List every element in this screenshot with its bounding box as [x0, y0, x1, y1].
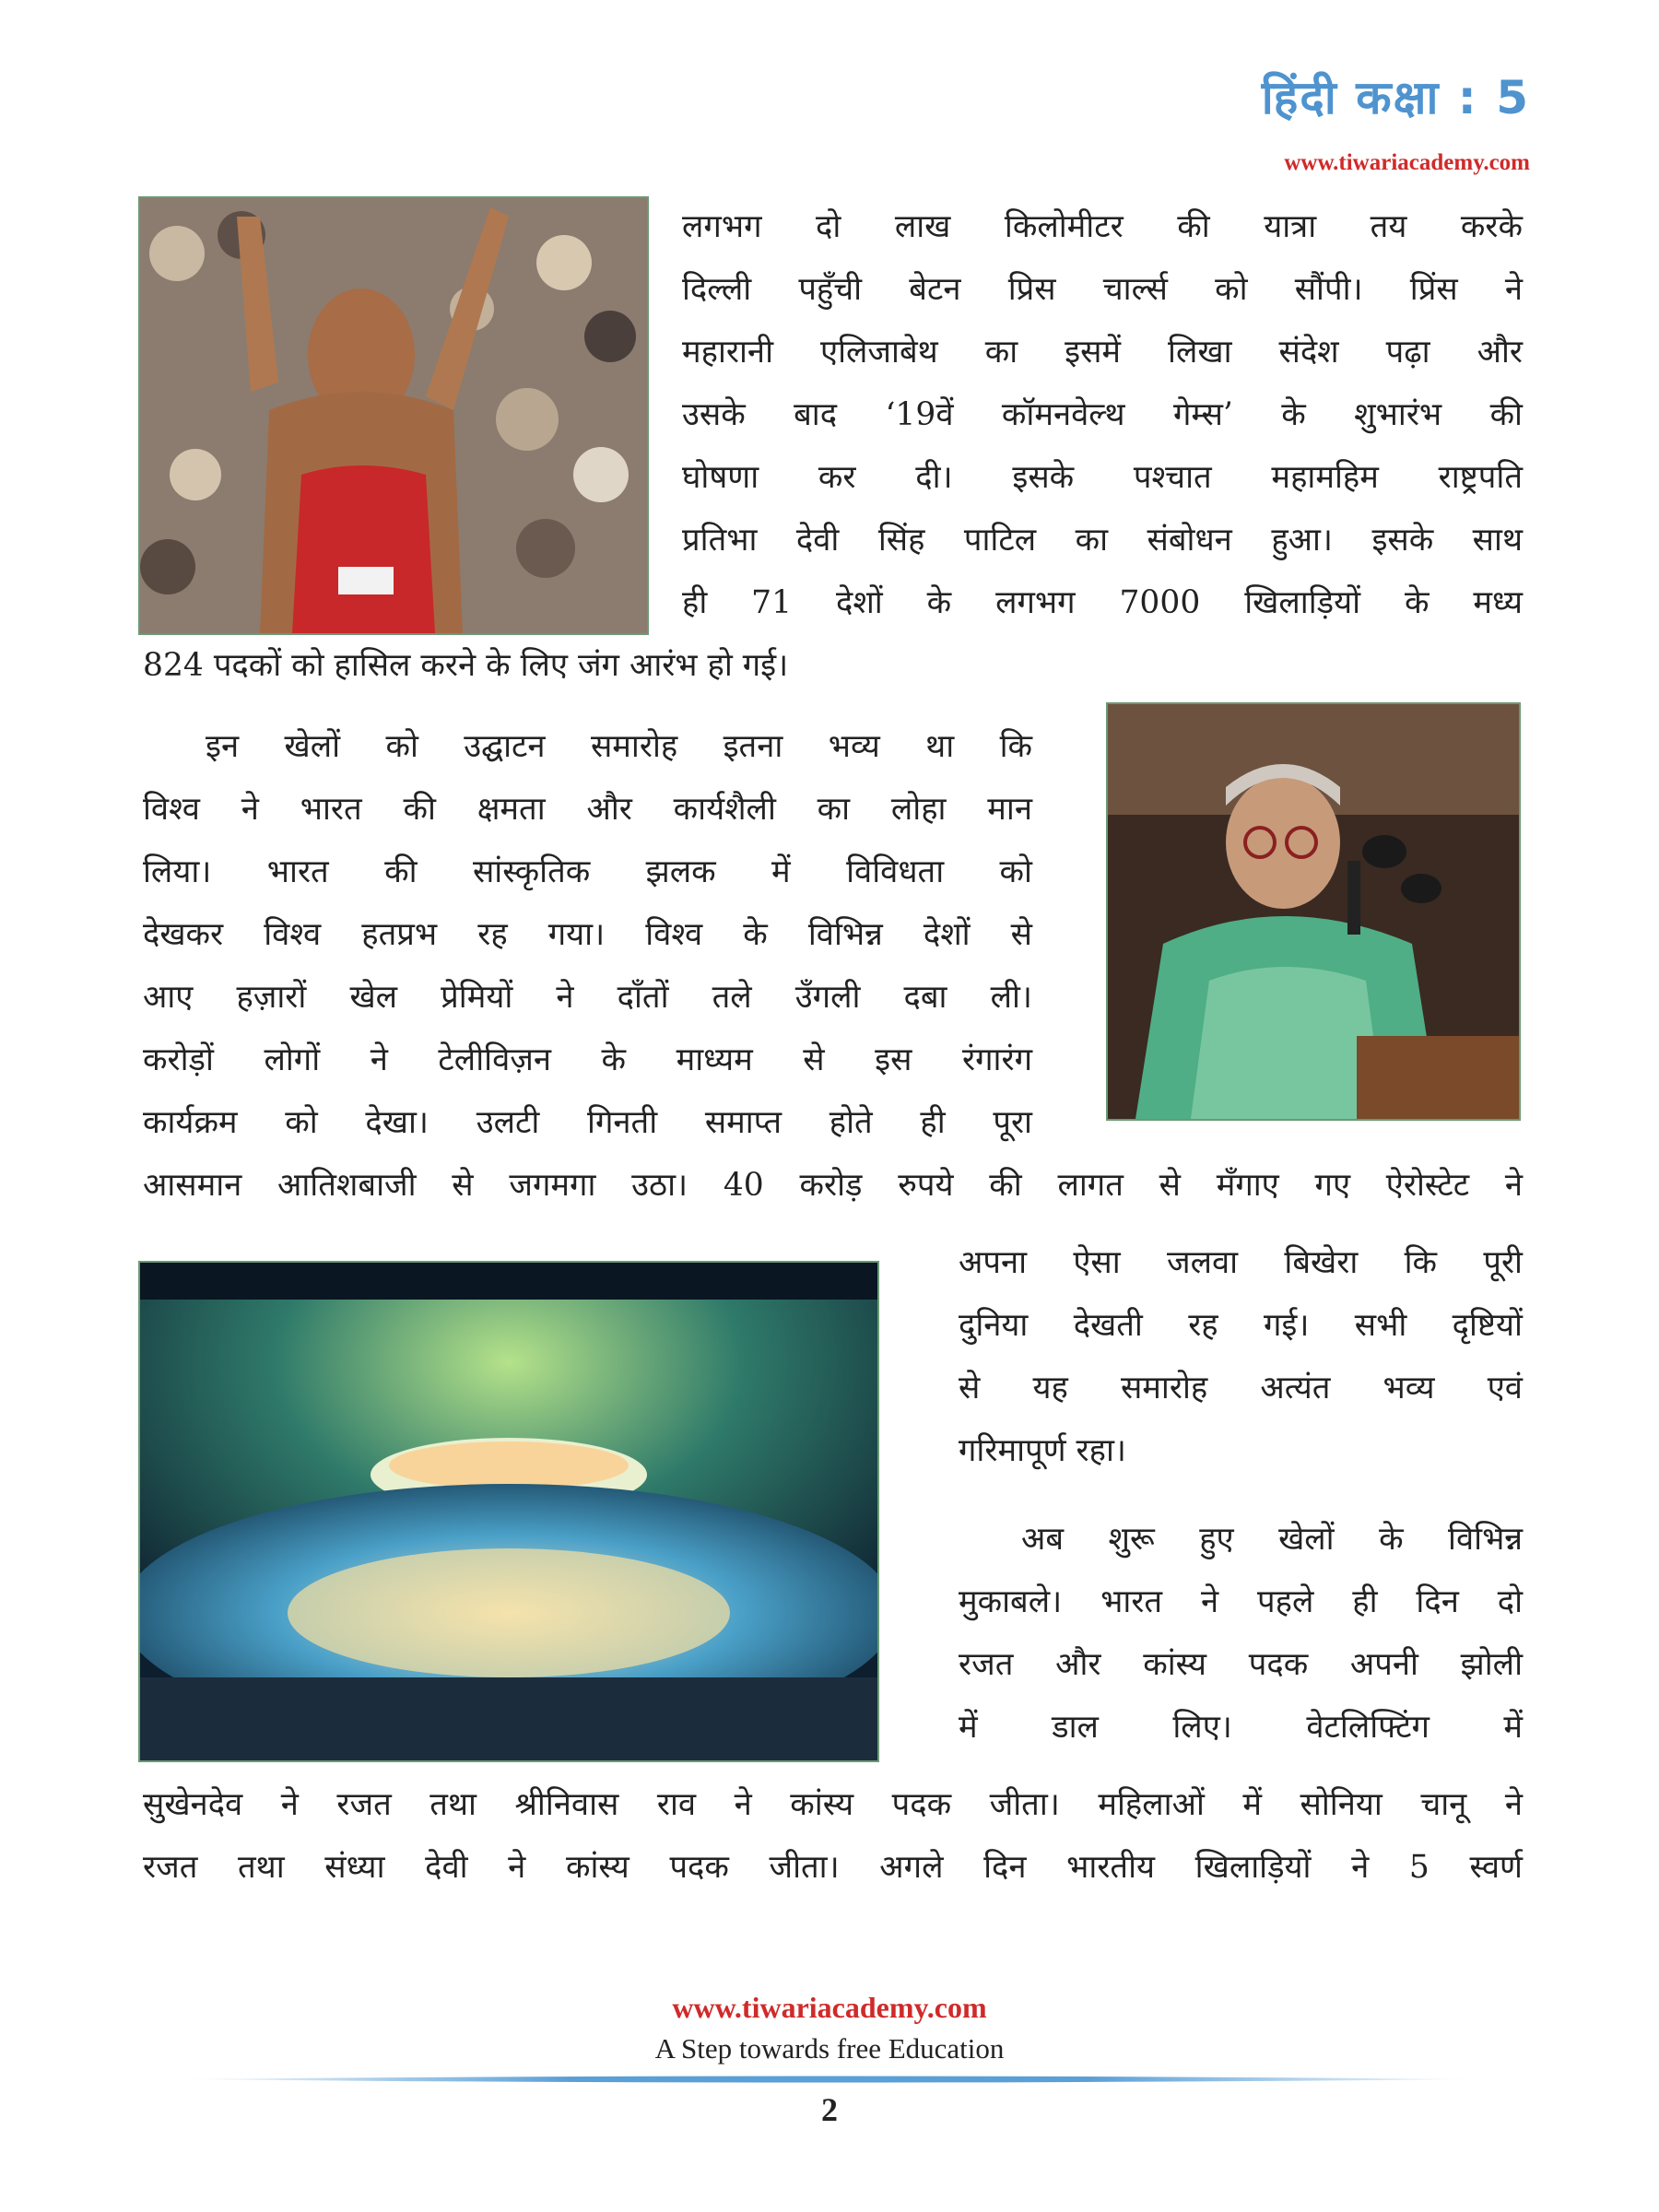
text-line: रजत तथा संध्या देवी ने कांस्य पदक जीता। अगले दिन भारतीय खिलाड़ियों ने 5 स्वर्ण — [143, 1849, 1523, 1886]
text-line: प्रतिभा देवी सिंह पाटिल का संबोधन हुआ। इसके साथ — [682, 522, 1523, 559]
text-line: करोड़ों लोगों ने टेलीविज़न के माध्यम से इस रंगारंग — [143, 1041, 1032, 1078]
text-line: अब शुरू हुए खेलों के विभिन्न — [1021, 1521, 1523, 1558]
text-line: से यह समारोह अत्यंत भव्य एवं — [959, 1370, 1523, 1406]
text-line: रजत और कांस्य पदक अपनी झोली — [959, 1646, 1523, 1683]
text-line: कार्यक्रम को देखा। उलटी गिनती समाप्त होते ही पूरा — [143, 1104, 1032, 1141]
footer-tagline: A Step towards free Education — [654, 2032, 1005, 2065]
text-line: सुखेनदेव ने रजत तथा श्रीनिवास राव ने कांस्य पदक जीता। महिलाओं में सोनिया चानू ने — [143, 1786, 1523, 1823]
footer-divider — [180, 2071, 1479, 2088]
text-line: 824 पदकों को हासिल करने के लिए जंग आरंभ हो गई। — [143, 647, 789, 684]
text-line: आसमान आतिशबाजी से जगमगा उठा। 40 करोड़ रुपये की लागत से मँगाए गए ऐरोस्टेट ने — [143, 1167, 1523, 1204]
text-line: दुनिया देखती रह गई। सभी दृष्टियों — [959, 1307, 1523, 1344]
text-line: महारानी एलिजाबेथ का इसमें लिखा संदेश पढ़ा और — [682, 334, 1523, 371]
text-line: उसके बाद ‘19वें कॉमनवेल्थ गेम्स’ के शुभारंभ की — [682, 396, 1523, 433]
header-website-link[interactable]: www.tiwariacademy.com — [1284, 150, 1530, 175]
page-header-title: हिंदी कक्षा : 5 — [1261, 71, 1530, 124]
text-line: लिया। भारत की सांस्कृतिक झलक में विविधता को — [143, 853, 1032, 890]
text-line: दिल्ली पहुँची बेटन प्रिस चार्ल्स को सौंपी। प्रिंस ने — [682, 271, 1523, 308]
text-line: अपना ऐसा जलवा बिखेरा कि पूरी — [959, 1244, 1523, 1281]
text-line: इन खेलों को उद्घाटन समारोह इतना भव्य था कि — [206, 728, 1032, 765]
text-line: में डाल लिए। वेटलिफ्टिंग में — [959, 1709, 1523, 1746]
page-number: 2 — [821, 2091, 838, 2128]
text-line: लगभग दो लाख किलोमीटर की यात्रा तय करके — [682, 208, 1523, 245]
footer-website-link[interactable]: www.tiwariacademy.com — [672, 1991, 987, 2024]
text-line: विश्व ने भारत की क्षमता और कार्यशैली का लोहा मान — [143, 791, 1032, 828]
text-line: ही 71 देशों के लगभग 7000 खिलाड़ियों के मध्य — [682, 584, 1523, 621]
text-line: मुकाबले। भारत ने पहले ही दिन दो — [959, 1583, 1523, 1620]
text-line: घोषणा कर दी। इसके पश्चात महामहिम राष्ट्रपति — [682, 459, 1523, 496]
text-line: आए हज़ारों खेल प्रेमियों ने दाँतों तले उँगली दबा ली। — [143, 979, 1032, 1016]
text-line: देखकर विश्व हतप्रभ रह गया। विश्व के विभिन्न देशों से — [143, 916, 1032, 953]
text-line: गरिमापूर्ण रहा। — [959, 1432, 1126, 1469]
